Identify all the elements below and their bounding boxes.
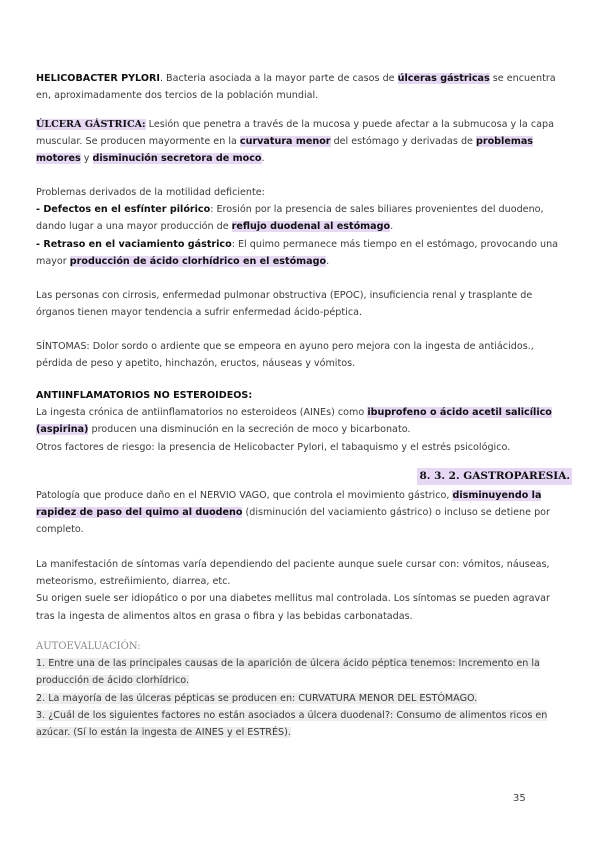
page-number: 35 xyxy=(513,793,526,804)
question-3: 3. ¿Cuál de los siguientes factores no están asociados a úlcera duodenal?: Consumo de alimentos ricos en azúcar. (Sí lo están la ingesta de AINES y el ESTRÉS). xyxy=(36,709,548,739)
gastroparesia-manifestation: La manifestación de síntomas varía dependiendo del paciente aunque suele cursar con: vómitos, náuseas, meteorismo, estreñimiento, diarrea, etc. Su origen suele ser idiopático o por una diabetes mellitus mal controlada. Los síntomas se pueden agravar tras la ingesta de alimentos altos en grasa o fibra y las bebidas carbonatadas. xyxy=(36,559,550,622)
aines-title: ANTIINFLAMATORIOS NO ESTEROIDEOS: xyxy=(36,390,253,401)
sintomas-paragraph: SÍNTOMAS: Dolor sordo o ardiente que se empeora en ayuno pero mejora con la ingesta de antiácidos., pérdida de peso y apetito, hinchazón, eructos, náuseas y vómitos. xyxy=(36,341,534,370)
autoevaluacion-section xyxy=(36,638,566,741)
question-1: 1. Entre una de las principales causas de la aparición de úlcera ácido péptica tenemos: Incremento en la producción de ácido clorhídrico. xyxy=(36,658,540,687)
question-2: 2. La mayoría de las úlceras pépticas se producen en: CURVATURA MENOR DEL ESTÓMAGO. xyxy=(36,692,478,704)
ulcera-term: ÚLCERA GÁSTRICA: xyxy=(36,119,146,130)
ulcera-paragraph: ÚLCERA GÁSTRICA: Lesión que penetra a través de la mucosa y puede afectar a la submucosa y la capa muscular. Se producen mayormente en la curvatura menor del estómago y derivadas de problemas motores y disminución secretora de moco. xyxy=(36,119,554,165)
cirrosis-paragraph: Las personas con cirrosis, enfermedad pulmonar obstructiva (EPOC), insuficiencia renal y trasplante de órganos tienen mayor tendencia a sufrir enfermedad ácido-péptica. xyxy=(36,290,533,319)
motilidad-item-2: - Retraso en el vaciamiento gástrico: El quimo permanece más tiempo en el estómago, provocando una mayor producción de ácido clorhídrico en el estómago. xyxy=(36,238,559,267)
aines-section: ANTIINFLAMATORIOS NO ESTEROIDEOS: La ingesta crónica de antiinflamatorios no esteroideos (AINEs) como ibuprofeno o ácido acetil salicílico (aspirina) producen una disminución en la secreción de moco y bicarbonato. Otros factores de riesgo: la presencia de Helicobacter Pylori, el tabaquismo y el estrés psicológico. xyxy=(36,387,566,456)
motilidad-item-1: - Defectos en el esfínter pilórico: Erosión por la presencia de sales biliares provenientes del duodeno, dando lugar a una mayor producción de reflujo duodenal al estómago. xyxy=(36,204,544,233)
helicobacter-paragraph: HELICOBACTER PYLORI. Bacteria asociada a la mayor parte de casos de úlceras gástricas se encuentra en, aproximadamente dos tercios de la población mundial. xyxy=(36,73,556,102)
helicobacter-term: HELICOBACTER PYLORI xyxy=(36,73,160,84)
motilidad-section xyxy=(36,184,566,270)
section-title: 8. 3. 2. GASTROPARESIA. xyxy=(417,468,572,485)
motilidad-intro: Problemas derivados de la motilidad deficiente: xyxy=(36,187,265,198)
gastroparesia-paragraph: Patología que produce daño en el NERVIO VAGO, que controla el movimiento gástrico, disminuyendo la rapidez de paso del quimo al duodeno (disminución del vaciamiento gástrico) o incluso se detiene por completo. xyxy=(36,490,550,536)
autoevaluacion-title: AUTOEVALUACIÓN: xyxy=(36,641,141,652)
